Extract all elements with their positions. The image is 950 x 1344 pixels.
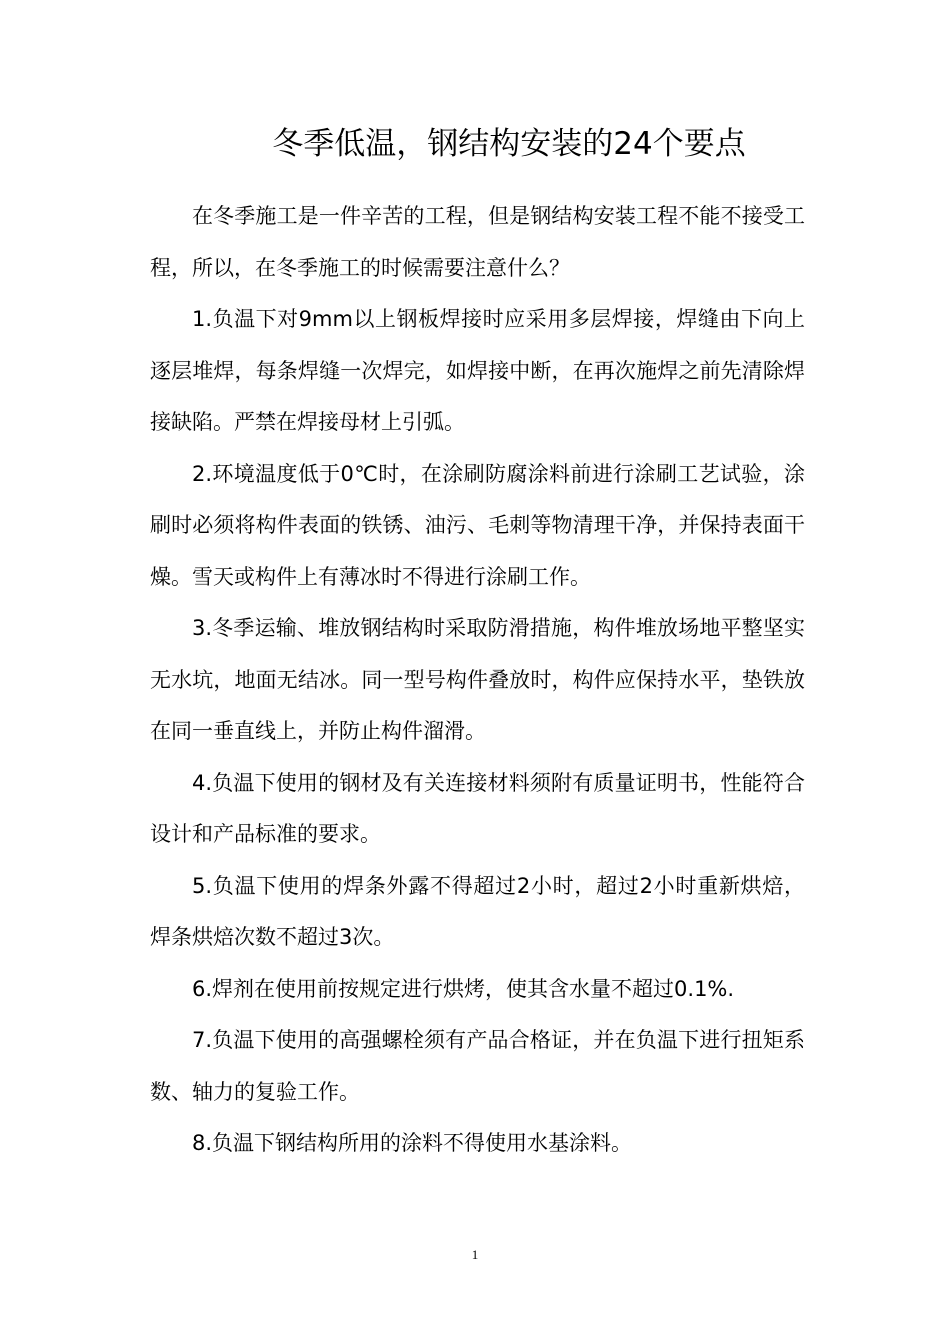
document-body	[150, 191, 805, 1170]
paragraph-item-8: 8.负温下钢结构所用的涂料不得使用水基涂料。	[192, 1131, 633, 1155]
paragraph-item-6: 6.焊剂在使用前按规定进行烘烤，使其含水量不超过0.1%.	[192, 976, 735, 1001]
paragraph-item-3: 3.冬季运输、堆放钢结构时采取防滑措施，构件堆放场地平整坚实无水坑，地面无结冰。同一型号构件叠放时，构件应保持水平，垫铁放在同一垂直线上，并防止构件溜滑。	[150, 616, 805, 743]
paragraph-item-7: 7.负温下使用的高强螺栓须有产品合格证，并在负温下进行扭矩系数、轴力的复验工作。	[150, 1028, 805, 1104]
paragraph-item-1: 1.负温下对9mm以上钢板焊接时应采用多层焊接，焊缝由下向上逐层堆焊，每条焊缝一次焊完，如焊接中断，在再次施焊之前先清除焊接缺陷。严禁在焊接母材上引弧。	[150, 307, 805, 434]
paragraph-item-2: 2.环境温度低于0℃时，在涂刷防腐涂料前进行涂刷工艺试验，涂刷时必须将构件表面的铁锈、油污、毛刺等物清理干净，并保持表面干燥。雪天或构件上有薄冰时不得进行涂刷工作。	[150, 461, 805, 589]
paragraph-item-5: 5.负温下使用的焊条外露不得超过2小时，超过2小时重新烘焙，焊条烘焙次数不超过3次。	[150, 873, 805, 949]
intro-paragraph: 在冬季施工是一件辛苦的工程，但是钢结构安装工程不能不接受工程，所以，在冬季施工的时候需要注意什么？	[150, 204, 805, 280]
paragraph-item-4: 4.负温下使用的钢材及有关连接材料须附有质量证明书，性能符合设计和产品标准的要求。	[150, 770, 805, 846]
page-number: 1	[471, 1247, 479, 1262]
page-title: 冬季低温，钢结构安装的24个要点	[272, 126, 746, 162]
